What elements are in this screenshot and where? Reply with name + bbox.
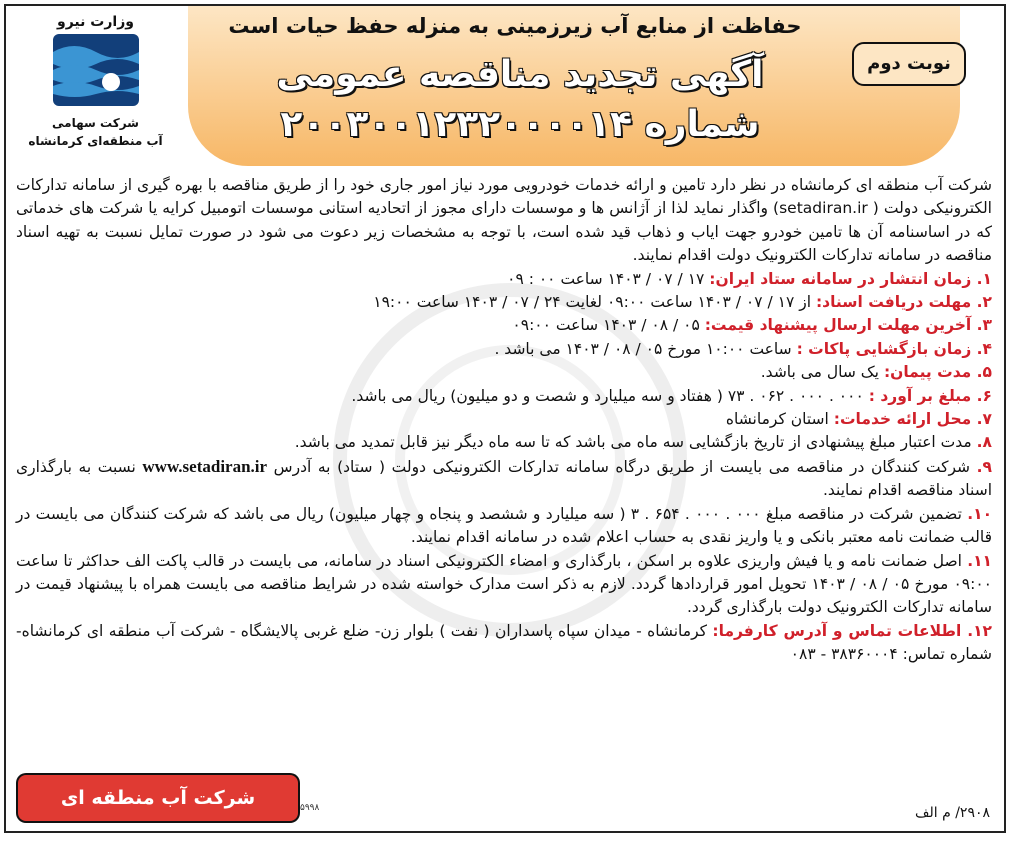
item-4 [16,338,992,361]
item-10 [16,503,992,550]
item-5-label: ۵. مدت پیمان: [883,363,992,382]
item-7 [16,408,992,431]
tender-number: شماره ۲۰۰۳۰۰۱۲۳۲۰۰۰۰۱۴ [280,104,760,145]
ad-reference: ۲۹۰۸/ م الف [914,805,990,821]
water-waves-drop-icon [53,34,139,106]
item-7-text: استان کرمانشاه [725,410,834,429]
item-1 [16,268,992,291]
item-9-after: نسبت به بارگذاری اسناد مناقصه اقدام نمایند. [16,457,992,500]
item-8-text: مدت اعتبار مبلغ پیشنهادی از تاریخ بازگشایی سه ماه می باشد که تا سه ماه دیگر نیز قابل تمدید می باشد. [294,433,977,452]
item-6-text: ۰۰۰ . ۰۰۰ . ۰۶۲ . ۷۳ ( هفتاد و سه میلیارد و شصت و دو میلیون) ریال می باشد. [351,386,869,405]
item-5 [16,361,992,384]
company-name-badge: شرکت آب منطقه ای کرمانشاه [18,775,298,821]
round-badge: نوبت دوم [852,42,966,86]
ministry-label: وزارت نیرو [57,14,134,30]
item-3-text: ۰۵ / ۰۸ / ۱۴۰۳ ساعت ۰۹:۰۰ [512,316,705,335]
item-9-label: ۹. [976,457,992,476]
ad-body [16,174,992,667]
item-12 [16,620,992,667]
slogan: حفاظت از منابع آب زیرزمینی به منزله حفظ حیات است [228,14,802,38]
item-7-label: ۷. محل ارائه خدمات: [833,410,992,429]
item-10-text: تضمین شرکت در مناقصه مبلغ ۰۰۰ . ۰۰۰ . ۶۵۴ . ۳ ( سه میلیارد و ششصد و پنجاه و چهار میلیون) ریال می باشد که شرکت کنندگان می بایست در قالب ضمانت نامه معتبر بانکی و یا واریز نقدی به حساب اعلام شده در سامانه اقدام نمایند. [16,504,992,547]
item-1-text: ۱۷ / ۰۷ / ۱۴۰۳ ساعت ۰۰ : ۰۹ [507,269,710,288]
intro-paragraph: شرکت آب منطقه ای کرمانشاه در نظر دارد تامین و ارائه خدمات خودرویی مورد نیاز امور جاری خود را از طریق مناقصه با بهره گیری از سامانه تدارکات الکترونیکی دولت ( setadiran.ir) واگذار نماید لذا از آژانس ها و موسسات دارای مجوز از اتحادیه استانی موسسات اتومبیل کرایه یا شرکت های خدماتی که در اساسنامه آن ها تامین خودرو جهت ایاب و ذهاب قید شده است، با توجه به مشخصات زیر دعوت می شود در صورت تمایل نسبت به تهیه اسناد مناقصه در سامانه تدارکات الکترونیک دولت اقدام نمایند. [16,176,992,265]
ad-title: آگهی تجدید مناقصه عمومی [276,54,764,95]
item-11-text: اصل ضمانت نامه و یا فیش واریزی علاوه بر اسکن ، بارگذاری و امضاء الکترونیکی اسناد در سامانه، می بایست در قالب پاکت الف حداکثر تا ساعت ۰۹:۰۰ مورخ ۰۵ / ۰۸ / ۱۴۰۳ تحویل امور قراردادها گردد. لازم به ذکر است مدارک خواسته شده در شرایط مناقصه می بایست همراه با پیشنهاد قیمت در سامانه تدارکات الکترونیک دولت بارگذاری گردد. [16,551,993,617]
item-12-text: کرمانشاه - میدان سپاه پاسداران ( نفت ) بلوار زن- ضلع غربی پالایشگاه - شرکت آب منطقه ای کرمانشاه- شماره تماس: ۳۸۳۶۰۰۰۴ - ۰۸۳ [16,621,992,664]
company-logo [18,14,173,164]
item-6 [16,385,992,408]
logo-company-line2: آب منطقه‌ای کرمانشاه [28,134,163,148]
item-5-text: یک سال می باشد. [760,363,884,382]
item-12-label: ۱۲. اطلاعات تماس و آدرس کارفرما: [712,621,992,640]
item-8 [16,431,992,454]
item-9-text: شرکت کنندگان در مناقصه می بایست از طریق درگاه سامانه تدارکات الکترونیکی دولت ( ستاد) به آدرس [267,457,977,476]
item-10-label: ۱۰. [967,504,993,523]
item-2-text: از ۱۷ / ۰۷ / ۱۴۰۳ ساعت ۰۹:۰۰ لغایت ۲۴ / ۰۷ / ۱۴۰۳ ساعت ۱۹:۰۰ [373,293,816,312]
item-8-label: ۸. [976,433,992,452]
item-11 [16,550,992,620]
item-2 [16,291,992,314]
item-3-label: ۳. آخرین مهلت ارسال پیشنهاد قیمت: [704,316,992,335]
small-code: ۵۹۹۸ [300,803,320,813]
item-2-label: ۲. مهلت دریافت اسناد: [815,293,992,312]
item-4-label: ۴. زمان بازگشایی پاکات : [796,339,992,358]
item-11-label: ۱۱. [967,551,992,570]
item-1-label: ۱. زمان انتشار در سامانه ستاد ایران: [709,269,992,288]
setadiran-url-link[interactable]: www.setadiran.ir [142,456,268,476]
item-9 [16,455,992,503]
item-4-text: ساعت ۱۰:۰۰ مورخ ۰۵ / ۰۸ / ۱۴۰۳ می باشد . [494,339,797,358]
logo-company-line1: شرکت سهامی [52,116,139,130]
item-6-label: ۶. مبلغ بر آورد : [868,386,992,405]
item-3 [16,314,992,337]
